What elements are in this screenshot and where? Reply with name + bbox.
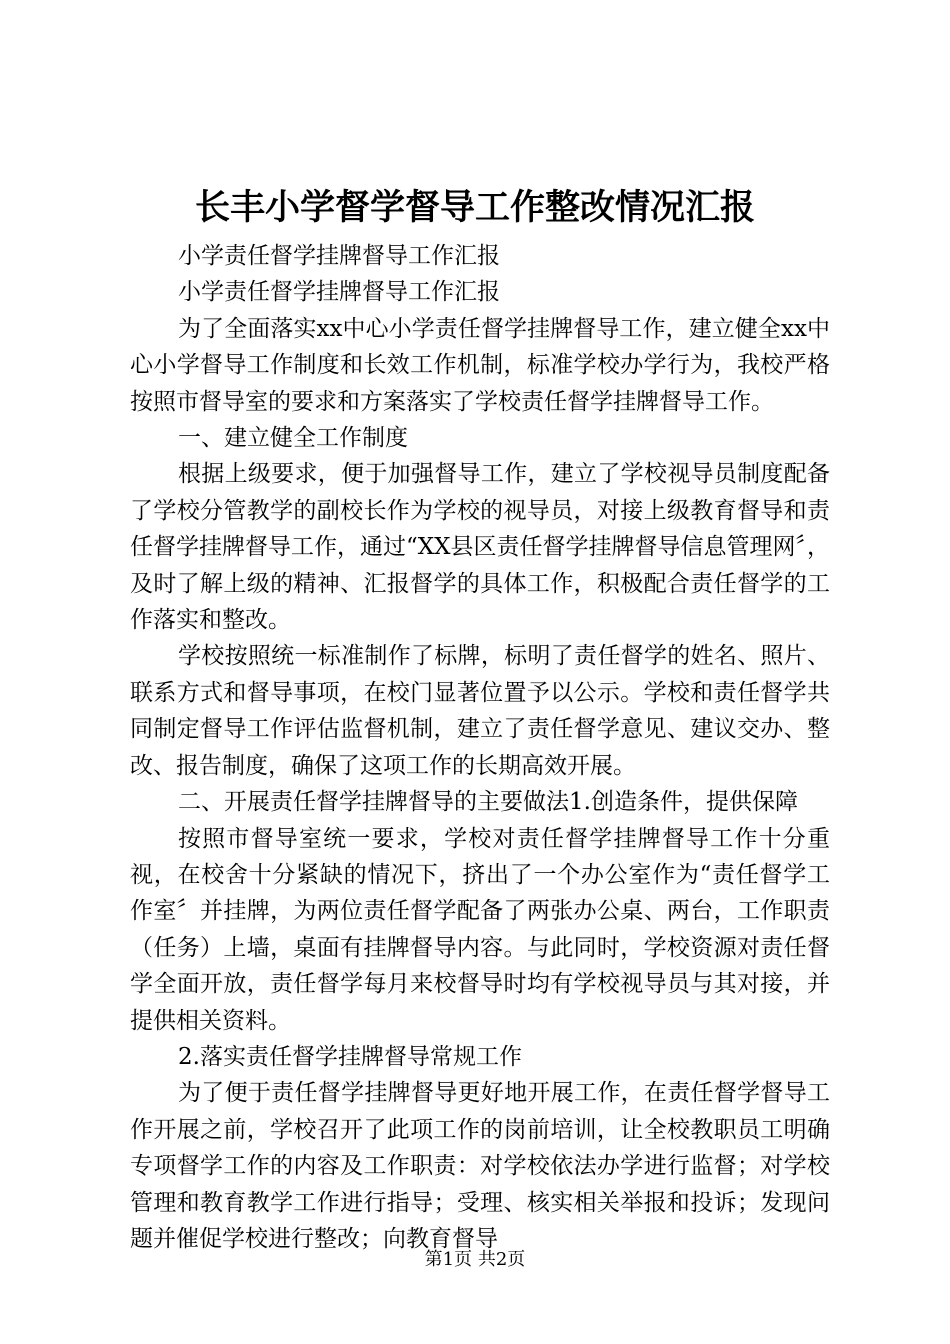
page-number: 第1页 共2页: [424, 1249, 526, 1270]
paragraph: 小学责任督学挂牌督导工作汇报: [178, 279, 500, 306]
paragraph: 按照市督导室统一要求，学校对责任督学挂牌督导工作十分重视，在校舍十分紧缺的情况下，挤出了一个办公室作为“责任督学工作室〞并挂牌，为两位责任督学配备了两张办公桌、两台，工作职责（任务）上墙，桌面有挂牌督导内容。与此同时，学校资源对责任督学全面开放，责任督学每月来校督导时均有学校视导员与其对接，并提供相关资料。: [130, 825, 830, 1034]
paragraph: 为了便于责任督学挂牌督导更好地开展工作，在责任督学督导工作开展之前，学校召开了此项工作的岗前培训，让全校教职员工明确专项督学工作的内容及工作职责：对学校依法办学进行监督；对学校管理和教育教学工作进行指导；受理、核实相关举报和投诉；发现问题并催促学校进行整改；向教育督导: [130, 1080, 830, 1252]
paragraph: 根据上级要求，便于加强督导工作，建立了学校视导员制度配备了学校分管教学的副校长作为学校的视导员，对接上级教育督导和责任督学挂牌督导工作，通过“XX县区责任督学挂牌督导信息管理网〞，及时了解上级的精神、汇报督学的具体工作，积极配合责任督学的工作落实和整改。: [130, 461, 831, 634]
paragraph: 为了全面落实xx中心小学责任督学挂牌督导工作，建立健全xx中心小学督导工作制度和长效工作机制，标准学校办学行为，我校严格按照市督导室的要求和方案落实了学校责任督学挂牌督导工作。: [130, 315, 830, 415]
section-heading: 一、建立健全工作制度: [178, 425, 408, 452]
section-heading: 二、开展责任督学挂牌督导的主要做法1.创造条件，提供保障: [178, 789, 798, 816]
subsection-heading: 2.落实责任督学挂牌督导常规工作: [178, 1043, 522, 1070]
paragraph: 小学责任督学挂牌督导工作汇报: [178, 243, 500, 269]
document-body: [130, 238, 830, 1257]
document-title: 长丰小学督学督导工作整改情况汇报: [194, 187, 755, 228]
paragraph: 学校按照统一标准制作了标牌，标明了责任督学的姓名、照片、联系方式和督导事项，在校门显著位置予以公示。学校和责任督学共同制定督导工作评估监督机制，建立了责任督学意见、建议交办、整改、报告制度，确保了这项工作的长期高效开展。: [130, 643, 830, 779]
